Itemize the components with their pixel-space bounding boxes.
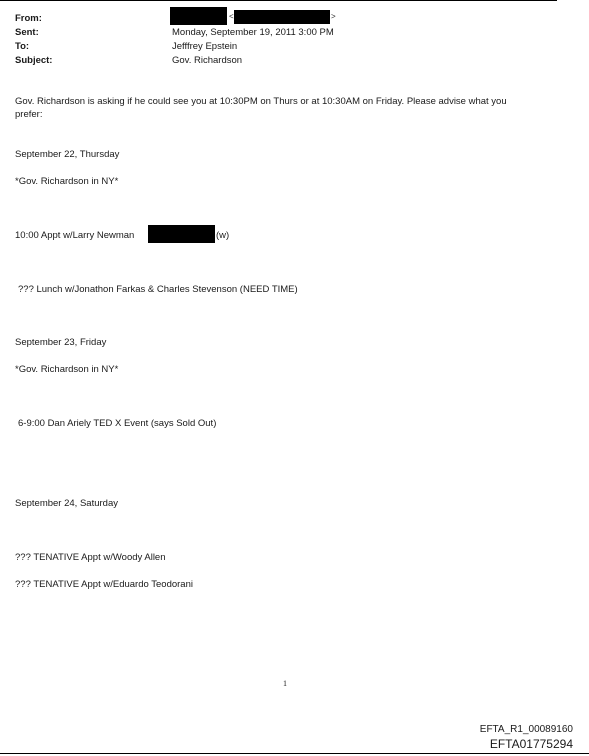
- day2-event: 6-9:00 Dan Ariely TED X Event (says Sold Out): [18, 418, 217, 429]
- sender-email-open-bracket: <: [229, 12, 234, 21]
- day1-note: *Gov. Richardson in NY*: [15, 176, 119, 187]
- redacted-sender-email: [234, 10, 330, 24]
- sent-label: Sent:: [15, 27, 39, 38]
- page-number: 1: [283, 679, 287, 688]
- sent-value: Monday, September 19, 2011 3:00 PM: [172, 27, 334, 38]
- redacted-appt-detail: [148, 225, 215, 243]
- day2-heading: September 23, Friday: [15, 337, 107, 348]
- doc-id-secondary: EFTA01775294: [489, 737, 573, 751]
- day2-note: *Gov. Richardson in NY*: [15, 364, 119, 375]
- subject-value: Gov. Richardson: [172, 55, 243, 66]
- sender-email-close-bracket: >: [331, 12, 336, 21]
- intro-line-1: Gov. Richardson is asking if he could see you at 10:30PM on Thurs or at 10:30AM on Friday. Please advise what you: [15, 96, 507, 107]
- top-divider: [0, 0, 557, 1]
- intro-line-2: prefer:: [15, 109, 43, 120]
- from-label: From:: [15, 13, 42, 24]
- to-label: To:: [15, 41, 30, 52]
- doc-id-primary: EFTA_R1_00089160: [479, 724, 573, 735]
- redacted-sender-name: [170, 7, 227, 25]
- day1-appt1-text: 10:00 Appt w/Larry Newman: [15, 230, 135, 241]
- to-value: Jefffrey Epstein: [172, 41, 238, 52]
- day3-appt2: ??? TENATIVE Appt w/Eduardo Teodorani: [15, 579, 193, 590]
- bottom-divider: [0, 753, 589, 754]
- day1-appt1: [15, 229, 134, 242]
- day3-heading: September 24, Saturday: [15, 498, 118, 509]
- day1-heading: September 22, Thursday: [15, 149, 120, 160]
- day1-appt1-suffix: (w): [216, 230, 230, 241]
- day3-appt1: ??? TENATIVE Appt w/Woody Allen: [15, 552, 166, 563]
- day1-appt2: ??? Lunch w/Jonathon Farkas & Charles Stevenson (NEED TIME): [18, 284, 298, 295]
- subject-label: Subject:: [15, 55, 53, 66]
